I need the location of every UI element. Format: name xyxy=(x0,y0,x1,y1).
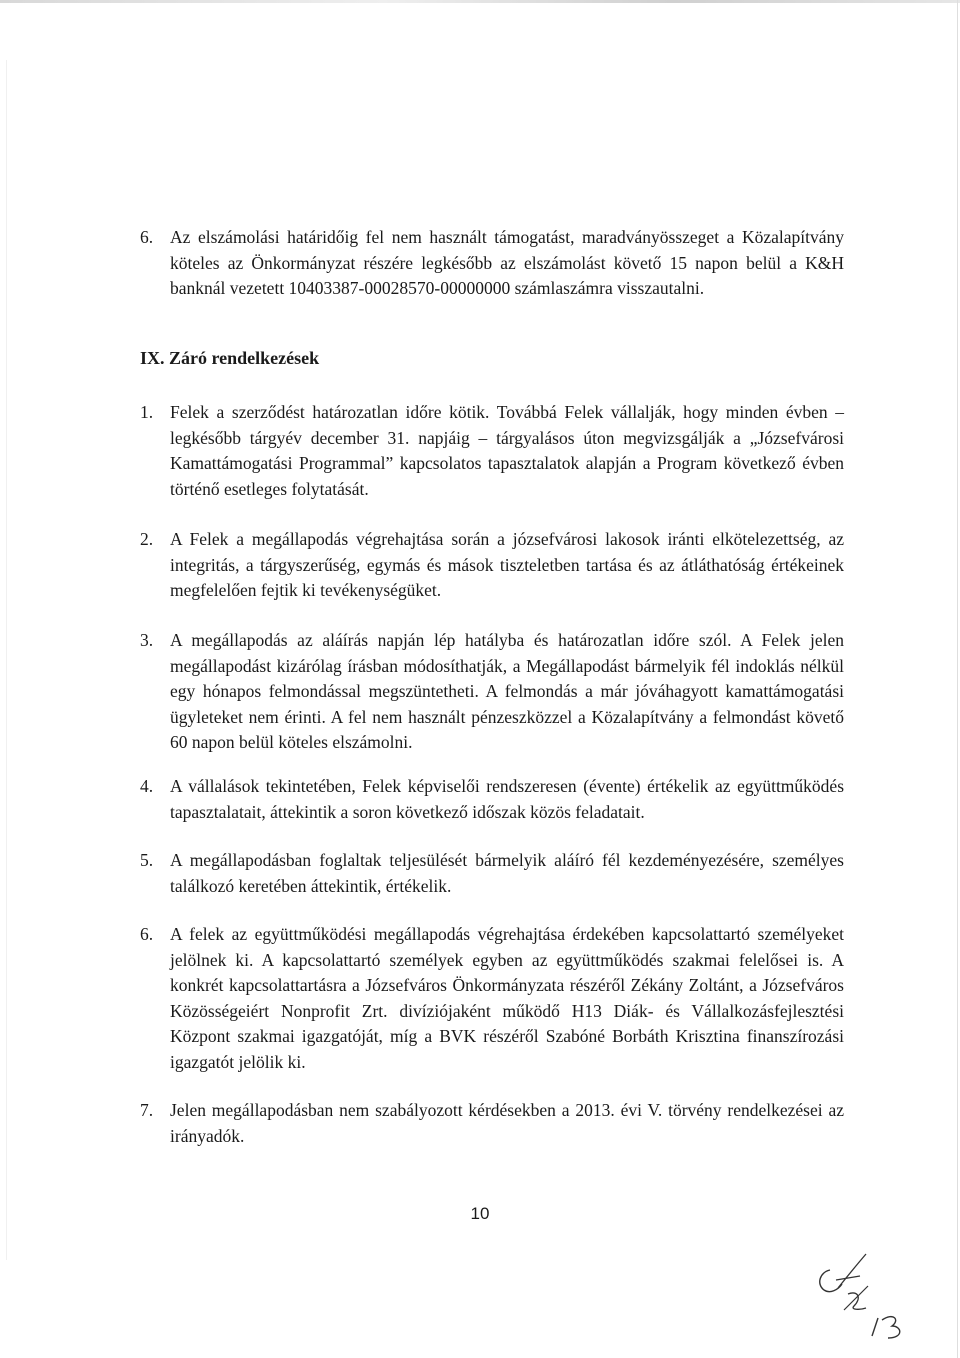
clause-number: 3. xyxy=(140,630,154,650)
page-number: 10 xyxy=(470,1204,490,1223)
scan-edge-right xyxy=(957,0,958,1358)
clause-4 xyxy=(140,774,844,825)
clause-number: 7. xyxy=(140,1100,154,1120)
clause-5 xyxy=(140,848,844,899)
clause-text: Felek a szerződést határozatlan időre kötik. Továbbá Felek vállalják, hogy minden évben – legkésőbb tárgyév december 31. napjáig – tárgyalásos úton megvizsgálják a „Józsefvárosi Kamattámogatási Programmal” kapcsolatos tapasztalatok alapján a Program következő évben történő esetleges folytatását. xyxy=(170,402,844,499)
clause-text: A vállalások tekintetében, Felek képviselői rendszeresen (évente) értékelik az együttműködés tapasztalatait, áttekintik a soron következő időszak közös feladatait. xyxy=(170,776,844,822)
clause-3 xyxy=(140,628,844,756)
clause-text: Jelen megállapodásban nem szabályozott kérdésekben a 2013. évi V. törvény rendelkezései az irányadók. xyxy=(170,1100,844,1146)
clause-number: 5. xyxy=(140,850,154,870)
paragraph-number: 6. xyxy=(140,227,154,247)
clause-6 xyxy=(140,922,844,1075)
clause-number: 1. xyxy=(140,402,154,422)
paragraph-6-settlement xyxy=(140,225,844,302)
clause-number: 4. xyxy=(140,776,154,796)
section-heading: IX. Záró rendelkezések xyxy=(140,348,320,368)
clause-text: A Felek a megállapodás végrehajtása során a józsefvárosi lakosok iránti elkötelezettség, az integritás, a tárgyszerűség, egymás és mások tiszteletben tartása és az átláthatóság értékeinek megfelelően fejtik ki tevékenységüket. xyxy=(170,529,844,600)
clause-7 xyxy=(140,1098,844,1149)
clause-1 xyxy=(140,400,844,502)
scan-edge-top xyxy=(0,0,960,3)
paragraph-text: Az elszámolási határidőig fel nem használt támogatást, maradványösszeget a Közalapítvány köteles az Önkormányzat részére legkésőbb az elszámolást követő 15 napon belül a K&H banknál vezetett 10403387-00028570-00000000 számlaszámra visszautalni. xyxy=(170,227,844,298)
clause-text: A megállapodásban foglaltak teljesülését bármelyik aláíró fél kezdeményezésére, személyes találkozó keretében áttekintik, értékelik. xyxy=(170,850,844,896)
clause-text: A felek az együttműködési megállapodás végrehajtása érdekében kapcsolattartó személyeket jelölnek ki. A kapcsolattartó személyek egyben az együttműködés szakmai felelősei is. A konkrét kapcsolattartásra a Józsefváros Önkormányzata részéről Zékány Zoltánt, a Józsefváros Közösségeiért Nonprofit Zrt. divíziójaként működő H13 Diák- és Vállalkozásfejlesztési Központ szakmai igazgatóját, míg a BVK részéről Szabóné Borbáth Krisztina finanszírozási igazgatót jelölik ki. xyxy=(170,924,844,1072)
clause-text: A megállapodás az aláírás napján lép hatályba és határozatlan időre szól. A Felek jelen megállapodást kizárólag írásban módosíthatják, a Megállapodást bármelyik fél indoklás nélkül egy hónapos felmondással megszüntetheti. A felmondás a már jóváhagyott kamattámogatási ügyleteket nem érinti. A fel nem használt pénzeszközzel a Közalapítvány a felmondást követő 60 napon belül köteles elszámolni. xyxy=(170,630,844,752)
clause-number: 2. xyxy=(140,529,154,549)
handwritten-initials-signature xyxy=(808,1250,928,1342)
scan-edge-left xyxy=(6,60,7,1260)
clause-number: 6. xyxy=(140,924,154,944)
clause-2 xyxy=(140,527,844,604)
